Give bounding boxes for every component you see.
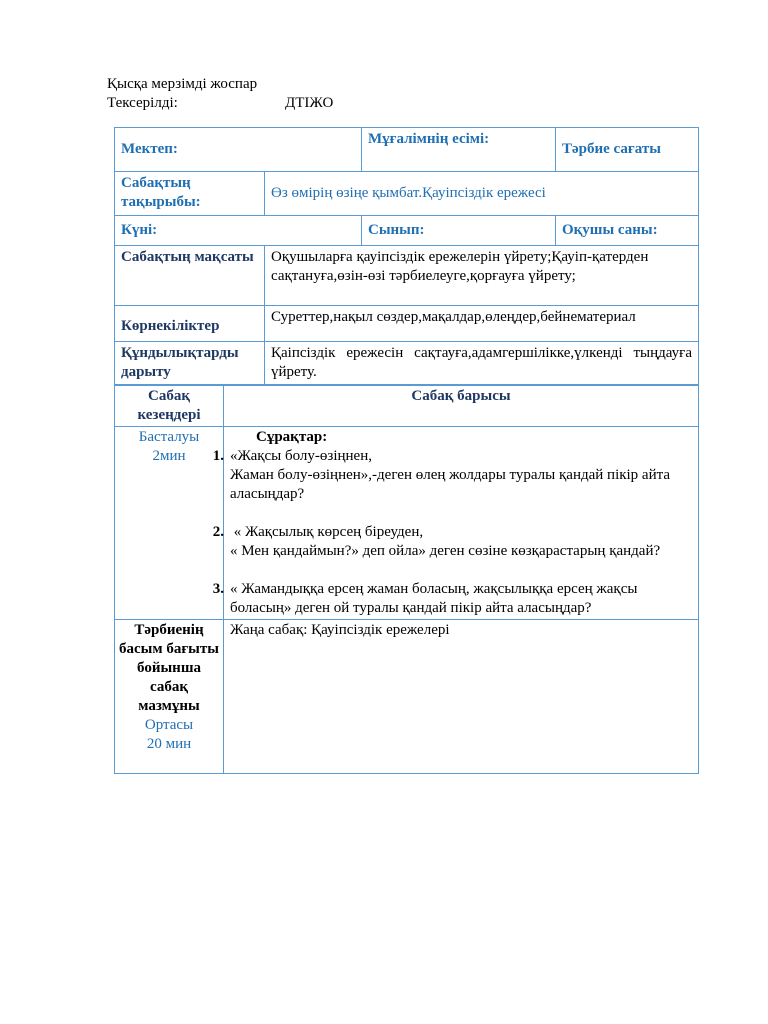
hour-label: Тәрбие сағаты [556, 128, 699, 172]
date-row [115, 216, 699, 246]
materials-row [115, 306, 699, 342]
values-row [115, 342, 699, 385]
values-value: Қаіпсіздік ережесін сақтауға,адамгершілікке,үлкенді тыңдауға үйрету. [265, 342, 699, 385]
new-lesson: Жаңа сабақ: Қауіпсіздік ережелері [224, 620, 699, 774]
questions-title: Сұрақтар: [256, 429, 328, 445]
start-row [115, 427, 699, 620]
question-line: « Мен қандаймын?» деп ойла» деген сөзіне көзқарастарың қандай? [230, 543, 661, 559]
question-1 [212, 447, 694, 504]
plan-title: Қысқа мерзімді жоспар [107, 76, 258, 92]
materials-value: Суреттер,нақыл сөздер,мақалдар,өлеңдер,бейнематериал [265, 306, 699, 342]
goal-label: Сабақтың мақсаты [115, 246, 265, 306]
goal-row [115, 246, 699, 306]
stage-header: Сабақ кезеңдері [115, 386, 224, 427]
content-label: Тәрбиенің басым бағыты бойынша сабақ мазмұны [119, 622, 219, 714]
middle-time: 20 мин [146, 736, 192, 752]
lesson-header-row [115, 386, 699, 427]
goal-value: Оқушыларға қауіпсіздік ережелерін үйрету;Қауіп-қатерден сақтануға,өзін-өзі тәрбиелеуге,қорғауға үйрету; [265, 246, 699, 306]
question-line: « Жамандыққа ерсең жаман боласың, жақсылыққа ерсең жақсы боласың» деген ой туралы қандай пікір айта аласыңдар? [230, 581, 638, 616]
values-label: Құндылықтарды дарыту [115, 342, 265, 385]
lesson-plan [114, 127, 698, 774]
materials-label: Көрнекіліктер [115, 306, 265, 342]
question-number: 1. [212, 448, 224, 464]
question-line: «Жақсы болу-өзіңнен, [230, 448, 372, 464]
students-label: Оқушы саны: [556, 216, 699, 246]
middle-stage: Ортасы [144, 717, 194, 733]
school-row [115, 128, 699, 172]
topic-label: Сабақтың тақырыбы: [115, 172, 265, 216]
question-3 [212, 580, 694, 618]
teacher-label: Мұғалімнің есімі: [362, 128, 556, 172]
date-label: Күні: [115, 216, 362, 246]
questions-cell [212, 427, 699, 620]
start-stage: Басталуы [138, 429, 200, 445]
question-number: 3. [212, 581, 224, 597]
checked-label: Тексерілді: [107, 95, 178, 111]
question-line: « Жақсылық көрсең біреуден, [230, 524, 424, 540]
class-label: Сынып: [362, 216, 556, 246]
start-time: 2мин [152, 448, 186, 464]
checked-line [107, 94, 334, 113]
question-2 [212, 523, 694, 561]
school-label: Мектеп: [115, 128, 362, 172]
question-number: 2. [212, 524, 224, 540]
topic-value: Өз өмірің өзіңе қымбат.Қауіпсіздік ережесі [265, 172, 699, 216]
question-line: Жаман болу-өзіңнен»,-деген өлең жолдары туралы қандай пікір айта аласыңдар? [230, 467, 671, 502]
content-row [115, 620, 699, 774]
info-table [114, 127, 699, 385]
content-stage-cell [115, 620, 224, 774]
progress-header: Сабақ барысы [224, 386, 699, 427]
topic-row [115, 172, 699, 216]
checked-value: ДТІЖО [285, 95, 334, 111]
lesson-table [114, 385, 699, 774]
